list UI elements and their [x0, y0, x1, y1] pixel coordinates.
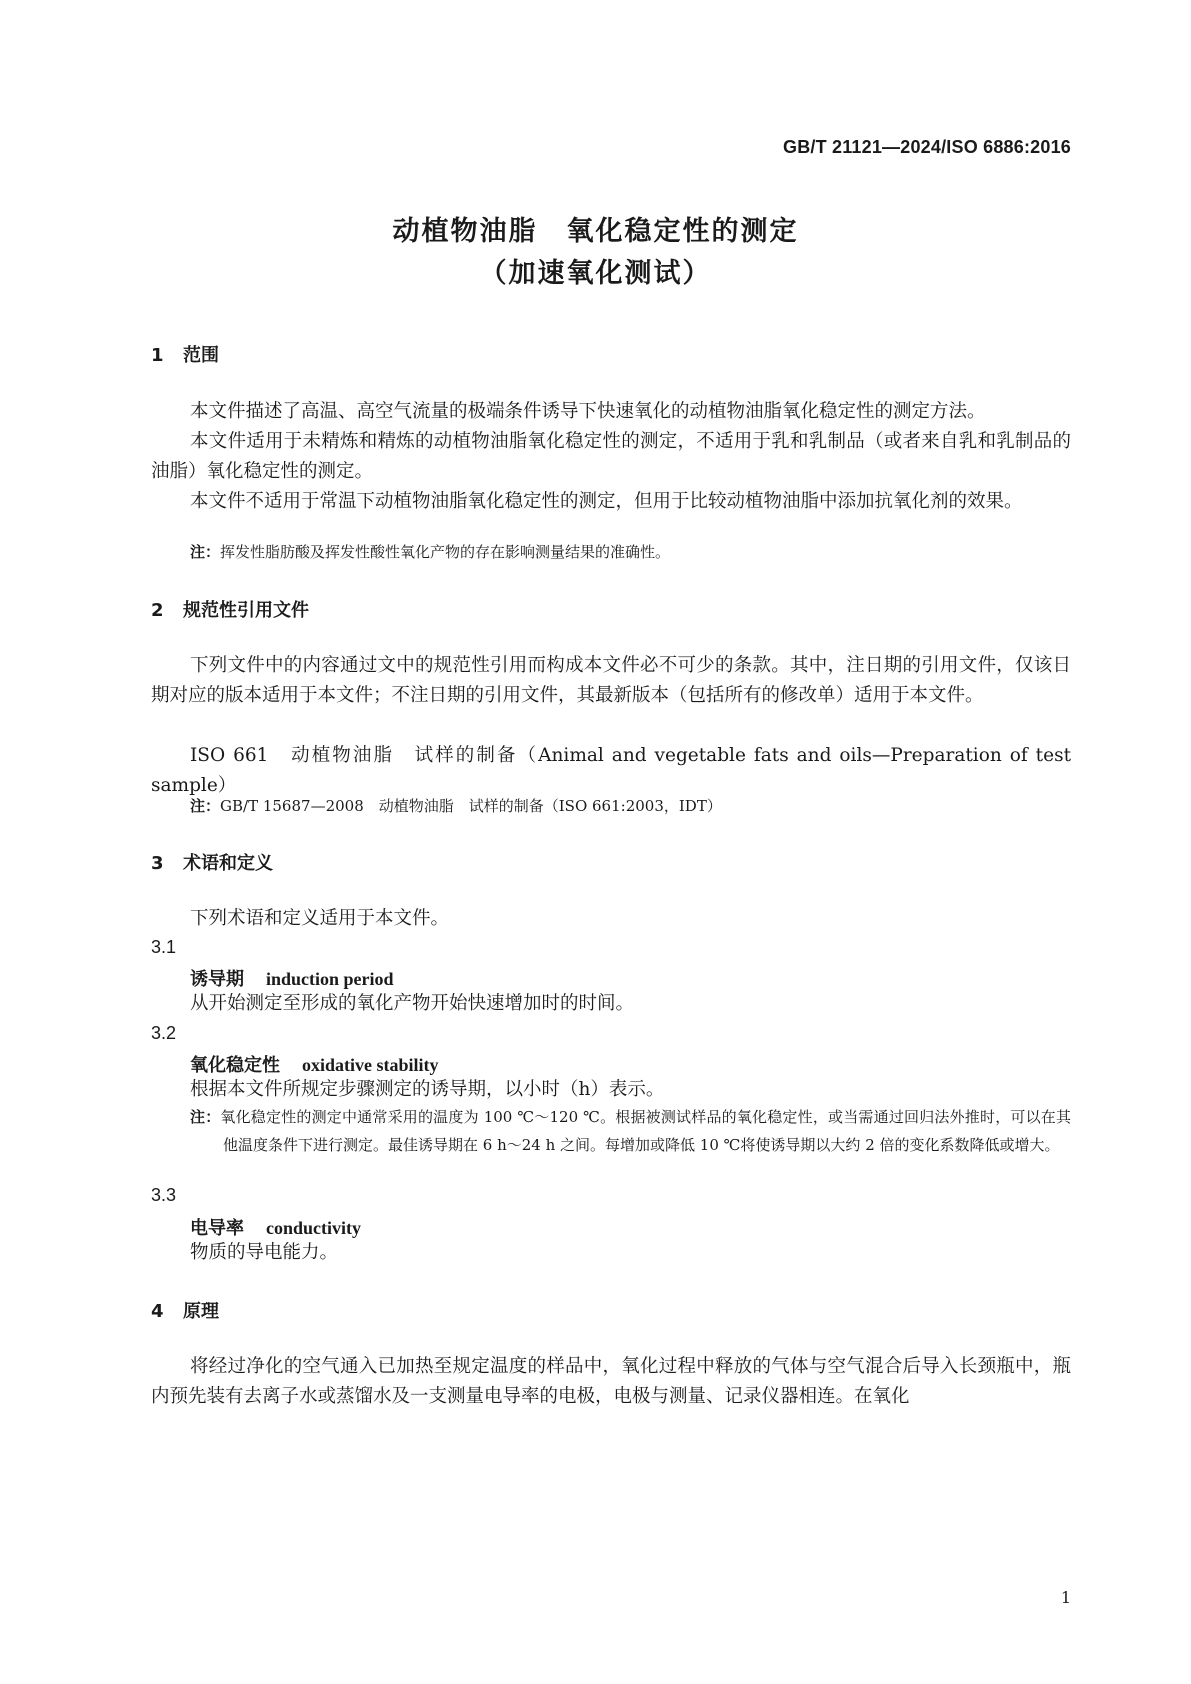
- standard-code: GB/T 21121—2024/ISO 6886:2016: [783, 137, 1071, 157]
- note-label: 注：: [190, 1108, 221, 1126]
- section-title: 原理: [183, 1301, 219, 1322]
- section-number: 4: [151, 1301, 164, 1322]
- section-title: 规范性引用文件: [183, 600, 309, 621]
- section-3-heading: [151, 849, 273, 875]
- term-zh: 氧化稳定性: [190, 1055, 280, 1076]
- section-1-heading: [151, 341, 219, 367]
- note-text: 氧化稳定性的测定中通常采用的温度为 100 ℃～120 ℃。根据被测试样品的氧化稳定性，或当需通过回归法外推时，可以在其他温度条件下进行测定。最佳诱导期在 6 h～24 h 之间。每增加或降低 10 ℃将使诱导期以大约 2 倍的变化系数降低或增大。: [220, 1108, 1071, 1154]
- term-en: conductivity: [266, 1218, 362, 1238]
- term-number: 3.2: [151, 1023, 177, 1043]
- section-number: 2: [151, 600, 164, 621]
- scope-paragraph-3: 本文件不适用于常温下动植物油脂氧化稳定性的测定，但用于比较动植物油脂中添加抗氧化剂的效果。: [190, 491, 1023, 512]
- term-zh: 电导率: [190, 1218, 244, 1239]
- section-2-heading: [151, 596, 309, 622]
- terms-intro: 下列术语和定义适用于本文件。: [190, 908, 450, 929]
- section-4-heading: [151, 1297, 219, 1323]
- references-item-iso661: ISO 661 动植物油脂 试样的制备（Animal and vegetable fats and oils—Preparation of test sample）: [151, 745, 1071, 796]
- term-note: [190, 1103, 1071, 1159]
- section-title: 术语和定义: [183, 853, 273, 874]
- note-text: GB/T 15687—2008 动植物油脂 试样的制备（ISO 661:2003，IDT）: [220, 797, 722, 815]
- scope-paragraph-2: 本文件适用于未精炼和精炼的动植物油脂氧化稳定性的测定，不适用于乳和乳制品（或者来自乳和乳制品的油脂）氧化稳定性的测定。: [151, 431, 1071, 482]
- term-heading: [190, 1214, 361, 1240]
- term-definition: 物质的导电能力。: [190, 1242, 339, 1263]
- section-number: 1: [151, 345, 164, 366]
- term-definition: 根据本文件所规定步骤测定的诱导期，以小时（h）表示。: [190, 1079, 665, 1100]
- term-number: 3.3: [151, 1185, 177, 1205]
- references-note: [190, 792, 1071, 820]
- scope-paragraph-1: 本文件描述了高温、高空气流量的极端条件诱导下快速氧化的动植物油脂氧化稳定性的测定方法。: [190, 401, 986, 422]
- note-text: 挥发性脂肪酸及挥发性酸性氧化产物的存在影响测量结果的准确性。: [220, 543, 671, 561]
- document-subtitle: （加速氧化测试）: [479, 258, 712, 289]
- scope-note: [190, 538, 1071, 566]
- document-title: 动植物油脂 氧化稳定性的测定: [392, 216, 799, 247]
- note-label: 注：: [190, 797, 221, 815]
- term-en: oxidative stability: [302, 1055, 439, 1075]
- term-definition: 从开始测定至形成的氧化产物开始快速增加时的时间。: [190, 993, 635, 1014]
- principle-paragraph: 将经过净化的空气通入已加热至规定温度的样品中，氧化过程中释放的气体与空气混合后导入长颈瓶中，瓶内预先装有去离子水或蒸馏水及一支测量电导率的电极，电极与测量、记录仪器相连。在氧化: [151, 1356, 1071, 1407]
- page-number: 1: [1060, 1588, 1071, 1607]
- term-number: 3.1: [151, 937, 177, 957]
- term-heading: [190, 965, 394, 991]
- references-paragraph-1: 下列文件中的内容通过文中的规范性引用而构成本文件必不可少的条款。其中，注日期的引用文件，仅该日期对应的版本适用于本文件；不注日期的引用文件，其最新版本（包括所有的修改单）适用于本文件。: [151, 655, 1071, 706]
- term-zh: 诱导期: [190, 969, 244, 990]
- note-label: 注：: [190, 543, 221, 561]
- term-heading: [190, 1051, 439, 1077]
- section-title: 范围: [183, 345, 219, 366]
- term-en: induction period: [266, 969, 394, 989]
- section-number: 3: [151, 853, 164, 874]
